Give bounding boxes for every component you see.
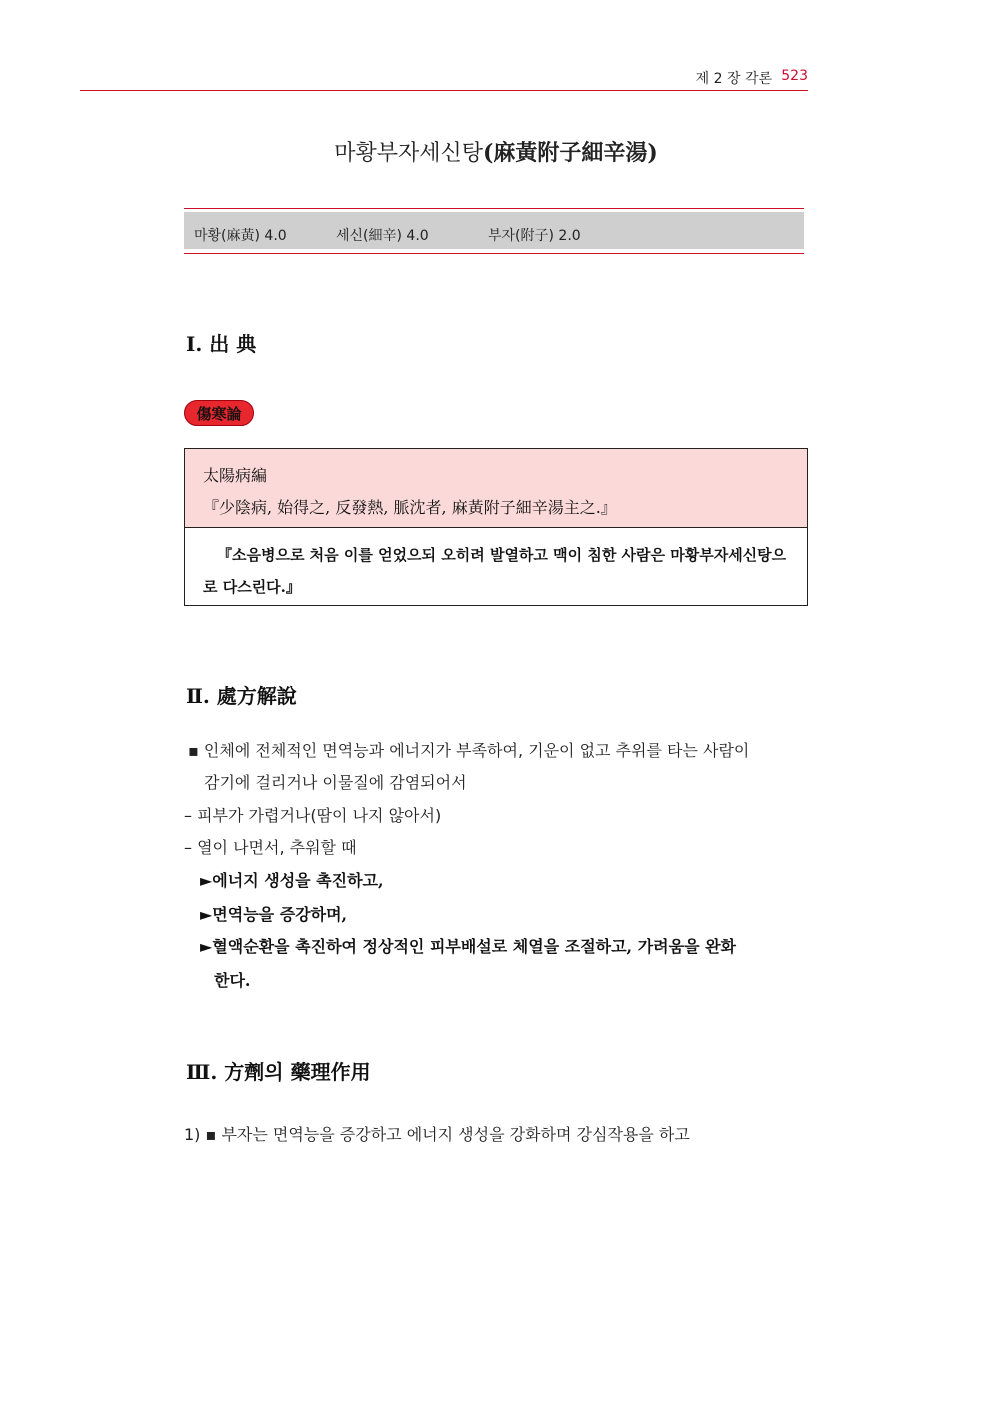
explanation-bullet-continued: 감기에 걸리거나 이물질에 감염되어서 [204,773,467,792]
title-hanja: (麻黃附子細辛湯) [482,140,658,166]
effect-item-2: ►면역능을 증강하며, [200,905,348,924]
page-number: 523 [781,68,808,84]
effect-item-3-continued: 한다. [214,971,251,990]
explanation-dash-1: – 피부가 가렵거나(땀이 나지 않아서) [184,806,442,825]
translation-text: 『소음병으로 처음 이를 얻었으되 오히려 발열하고 맥이 침한 사람은 마황부자세신탕으로 다스린다.』 [203,546,787,596]
ingredient-sesin: 세신(細辛) 4.0 [336,228,429,244]
page-title [0,136,992,167]
ingredients-bar [184,212,804,249]
ingredients-box [184,208,804,254]
source-badge: 傷寒論 [184,400,254,426]
section-heading-pharmacology: Ⅲ. 方劑의 藥理作用 [186,1060,371,1084]
effect-item-1: ►에너지 생성을 촉진하고, [200,871,384,890]
ingredients-bottom-rule [184,253,804,254]
pharmacology-item-1: 1) ▪ 부자는 면역능을 증강하고 에너지 생성을 강화하며 강심작용을 하고 [184,1125,690,1144]
explanation-bullet: ▪ 인체에 전체적인 면역능과 에너지가 부족하여, 기운이 없고 추위를 타는 사람이 [188,741,750,760]
title-korean: 마황부자세신탕 [334,141,483,166]
chapter-label: 제 2 장 각론 [695,71,772,87]
ingredient-buja: 부자(附子) 2.0 [488,228,581,244]
ingredients-top-rule [184,208,804,209]
original-text-panel [185,449,807,528]
effect-item-3: ►혈액순환을 촉진하여 정상적인 피부배설로 체열을 조절하고, 가려움을 완화 [200,937,737,956]
quote-box [184,448,808,606]
page-header [80,66,808,91]
original-chapter: 太陽病編 [203,466,268,485]
explanation-dash-2: – 열이 나면서, 추워할 때 [184,838,357,857]
ingredient-mahwang: 마황(麻黃) 4.0 [194,228,287,244]
section-heading-source: Ⅰ. 出 典 [186,332,257,356]
section-heading-explanation: Ⅱ. 處方解說 [186,684,297,708]
original-quote: 『少陰病, 始得之, 反發熱, 脈沈者, 麻黃附子細辛湯主之.』 [203,498,617,517]
